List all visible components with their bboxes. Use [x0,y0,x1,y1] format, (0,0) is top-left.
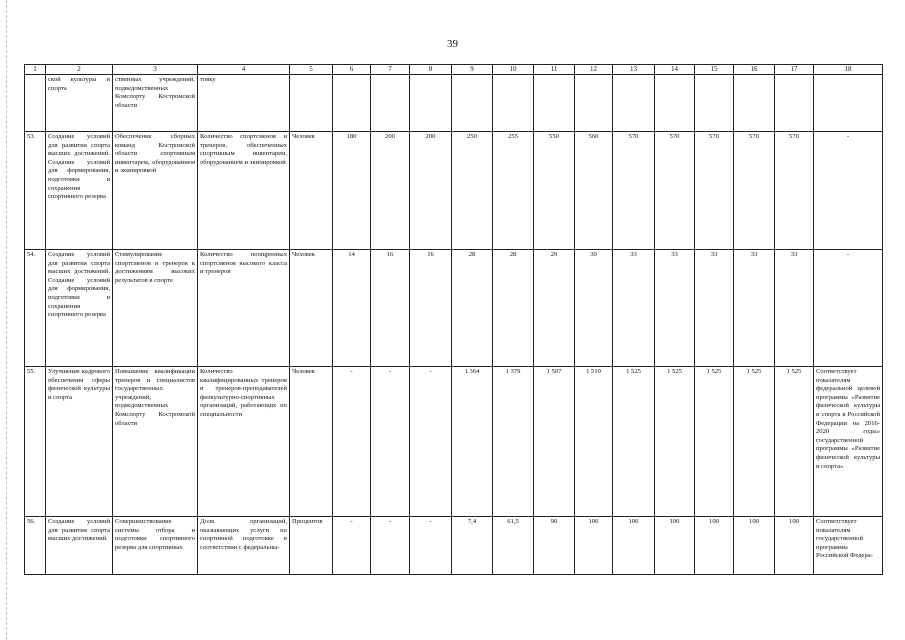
note-cell: - [814,132,883,250]
indicators-table [24,64,883,575]
year-value-cell: 1 379 [493,367,534,517]
year-value-cell: 1 525 [734,367,775,517]
unit-cell: Процентов [290,517,333,575]
year-value-cell: 30 [575,250,613,367]
column-header: 4 [198,65,290,75]
year-value-cell: 61,5 [493,517,534,575]
year-value-cell: 33 [775,250,814,367]
year-value-cell: 100 [575,517,613,575]
year-value-cell [613,75,655,132]
event-cell: Стимулирование спортсменов и тренеров к достижениям высоких результатов в спорте [113,250,198,367]
year-value-cell: 1 525 [613,367,655,517]
column-header: 16 [734,65,775,75]
year-value-cell: - [333,367,371,517]
year-value-cell: 570 [734,132,775,250]
task-cell: Создание условий для развития спорта высших достижений. Создание условий для формирования, подготовки и сохранения спортивного резерва [46,250,113,367]
year-value-cell: 33 [695,250,734,367]
table-row [25,132,883,250]
year-value-cell: 1 364 [452,367,493,517]
indicator-cell: Количество квалифицированных тренеров и тренеров-преподавателей физкультурно-спортивных организаций, работающих по специальности [198,367,290,517]
year-value-cell [371,75,410,132]
row-number: 55. [25,367,46,517]
year-value-cell: 100 [655,517,695,575]
event-cell: Обеспечение сборных команд Костромской области спортивным инвентарем, оборудованием и экипировкой [113,132,198,250]
indicator-cell: Количество спортсменов и тренеров, обеспеченных спортивным инвентарем, оборудованием и экипировкой [198,132,290,250]
year-value-cell: 200 [371,132,410,250]
year-value-cell: 255 [493,132,534,250]
year-value-cell: 28 [493,250,534,367]
row-number: 56. [25,517,46,575]
page-left-edge [6,0,8,640]
indicator-cell: Количество поощренных спортсменов высокого класса и тренеров [198,250,290,367]
year-value-cell [493,75,534,132]
column-number-row [25,65,883,75]
year-value-cell: 1 507 [534,367,575,517]
year-value-cell: 33 [734,250,775,367]
row-number: 53. [25,132,46,250]
task-cell: Улучшение кадрового обеспечения сферы физической культуры и спорта [46,367,113,517]
year-value-cell: 16 [371,250,410,367]
year-value-cell: 570 [695,132,734,250]
column-header: 17 [775,65,814,75]
year-value-cell: - [410,367,452,517]
year-value-cell: 570 [655,132,695,250]
year-value-cell: 1 525 [695,367,734,517]
year-value-cell: 100 [775,517,814,575]
year-value-cell: 29 [534,250,575,367]
column-header: 3 [113,65,198,75]
year-value-cell: 1 510 [575,367,613,517]
year-value-cell: 90 [534,517,575,575]
year-value-cell: 14 [333,250,371,367]
year-value-cell: 7,4 [452,517,493,575]
column-header: 15 [695,65,734,75]
year-value-cell: 180 [333,132,371,250]
year-value-cell: 100 [695,517,734,575]
year-value-cell: 28 [452,250,493,367]
row-number [25,75,46,132]
year-value-cell: - [371,517,410,575]
column-header: 18 [814,65,883,75]
task-cell: Создание условий для развития спорта высших достижений. [46,517,113,575]
column-header: 10 [493,65,534,75]
column-header: 2 [46,65,113,75]
year-value-cell: - [333,517,371,575]
table-row [25,367,883,517]
column-header: 9 [452,65,493,75]
table-row [25,75,883,132]
year-value-cell: 33 [655,250,695,367]
row-number: 54. [25,250,46,367]
event-cell: Повышение квалификации тренеров и специалистов государственных учреждений, подведомственных Комспорту Костромской области [113,367,198,517]
column-header: 8 [410,65,452,75]
note-cell: - [814,250,883,367]
unit-cell: Человек [290,250,333,367]
column-header: 7 [371,65,410,75]
column-header: 6 [333,65,371,75]
column-header: 14 [655,65,695,75]
year-value-cell [410,75,452,132]
year-value-cell: 1 525 [655,367,695,517]
table-row [25,517,883,575]
year-value-cell: 100 [734,517,775,575]
year-value-cell: 16 [410,250,452,367]
column-header: 11 [534,65,575,75]
year-value-cell [452,75,493,132]
column-header: 13 [613,65,655,75]
event-cell: Совершенствование системы отбора и подготовки спортивного резерва для спортивных [113,517,198,575]
year-value-cell [695,75,734,132]
year-value-cell: 250 [452,132,493,250]
note-cell: Соответствует показателям федеральной целевой программы «Развитие физической культуры и спорта в Российской Федерации на 2016-2020 годы» государственной программы «Развитие физической культуры и спорта» [814,367,883,517]
unit-cell: Человек [290,367,333,517]
indicator-cell: товку [198,75,290,132]
year-value-cell: - [410,517,452,575]
unit-cell: Человек [290,132,333,250]
column-header: 1 [25,65,46,75]
year-value-cell [575,75,613,132]
year-value-cell: 1 525 [775,367,814,517]
year-value-cell: - [371,367,410,517]
column-header: 5 [290,65,333,75]
year-value-cell [734,75,775,132]
note-cell [814,75,883,132]
year-value-cell: 550 [534,132,575,250]
year-value-cell [333,75,371,132]
task-cell: Создание условий для развития спорта высших достижений. Создание условий для формирования, подготовки и сохранения спортивного резерва [46,132,113,250]
year-value-cell [655,75,695,132]
year-value-cell: 570 [613,132,655,250]
year-value-cell [534,75,575,132]
year-value-cell [775,75,814,132]
table-row [25,250,883,367]
year-value-cell: 100 [613,517,655,575]
indicator-cell: Доля организаций, оказывающих услуги по спортивной подготовке в соответствии с федеральны- [198,517,290,575]
note-cell: Соответствует показателям государственной программы Российской Федера- [814,517,883,575]
column-header: 12 [575,65,613,75]
year-value-cell: 33 [613,250,655,367]
year-value-cell: 200 [410,132,452,250]
task-cell: ской культуры и спорта [46,75,113,132]
unit-cell [290,75,333,132]
year-value-cell: 560 [575,132,613,250]
year-value-cell: 570 [775,132,814,250]
event-cell: ственных учреждений, подведомственных Комспорту Костромской области [113,75,198,132]
page-number: 39 [447,38,458,50]
